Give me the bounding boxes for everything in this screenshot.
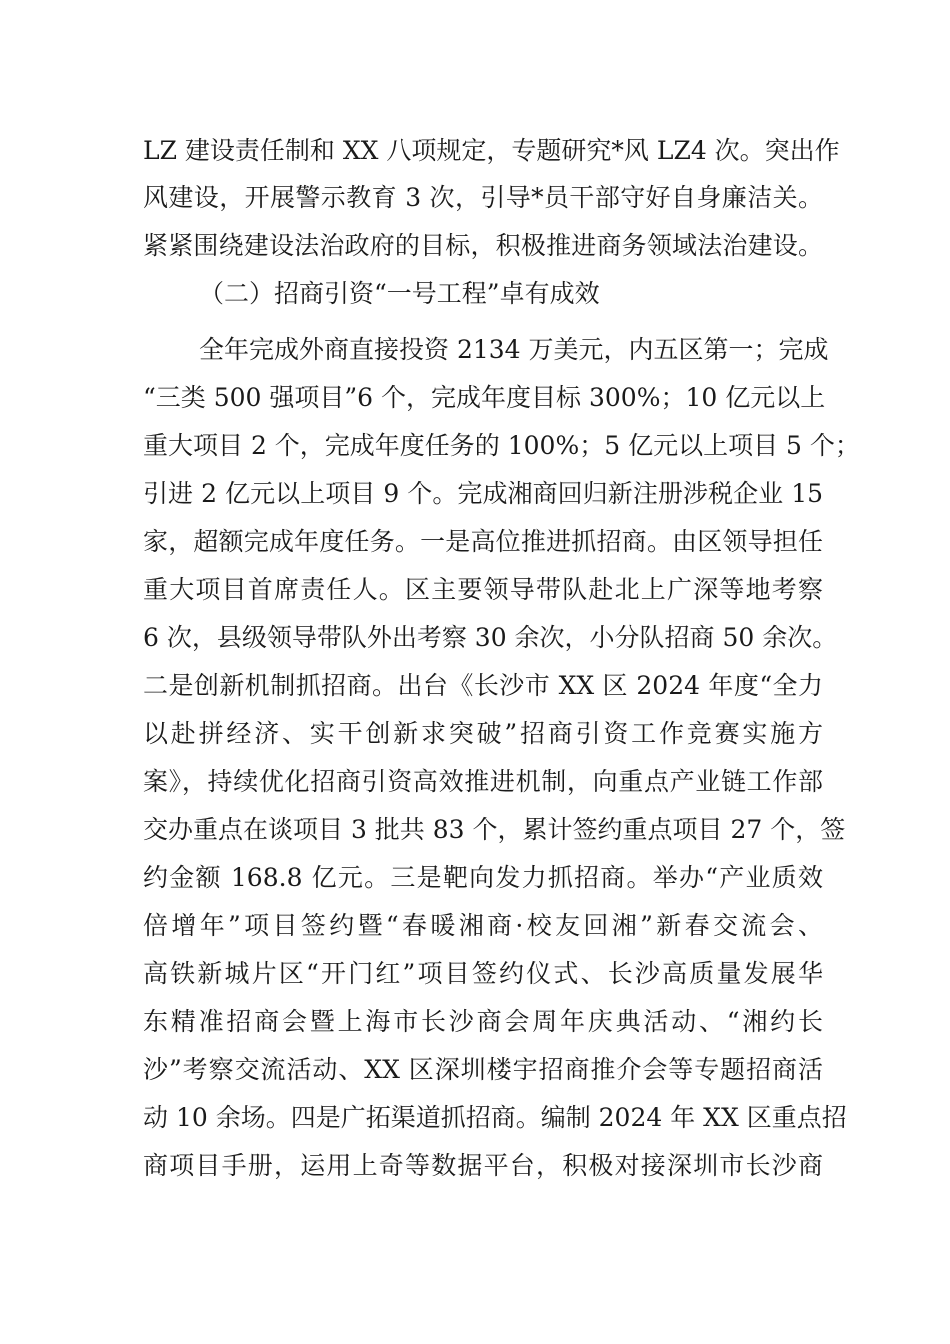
- paragraph-line-1: LZ 建设责任制和 XX 八项规定，专题研究*风 LZ4 次。突出作: [143, 136, 840, 165]
- paragraph-line-9: 家，超额完成年度任务。一是高位推进抓招商。由区领导担任: [143, 527, 823, 556]
- paragraph-line-11: 6 次，县级领导带队外出考察 30 余次，小分队招商 50 余次。: [143, 623, 838, 652]
- paragraph-line-15: 交办重点在谈项目 3 批共 83 个，累计签约重点项目 27 个，签: [143, 815, 846, 844]
- paragraph-line-13: 以赴拼经济、实干创新求突破”招商引资工作竞赛实施方: [143, 719, 823, 748]
- paragraph-line-2: 风建设，开展警示教育 3 次，引导*员干部守好自身廉洁关。: [143, 183, 823, 212]
- paragraph-line-18: 高铁新城片区“开门红”项目签约仪式、长沙高质量发展华: [143, 959, 823, 988]
- paragraph-line-20: 沙”考察交流活动、XX 区深圳楼宇招商推介会等专题招商活: [143, 1055, 823, 1084]
- paragraph-line-21: 动 10 余场。四是广拓渠道抓招商。编制 2024 年 XX 区重点招: [143, 1103, 847, 1132]
- paragraph-line-6: “三类 500 强项目”6 个，完成年度目标 300%；10 亿元以上: [143, 383, 826, 412]
- paragraph-line-7: 重大项目 2 个，完成年度任务的 100%；5 亿元以上项目 5 个；: [143, 431, 860, 460]
- paragraph-line-10: 重大项目首席责任人。区主要领导带队赴北上广深等地考察: [143, 575, 823, 604]
- paragraph-line-3: 紧紧围绕建设法治政府的目标，积极推进商务领域法治建设。: [143, 231, 823, 260]
- paragraph-line-17: 倍增年”项目签约暨“春暖湘商·校友回湘”新春交流会、: [143, 911, 823, 940]
- paragraph-line-8: 引进 2 亿元以上项目 9 个。完成湘商回归新注册涉税企业 15: [143, 479, 823, 508]
- paragraph-line-14: 案》，持续优化招商引资高效推进机制，向重点产业链工作部: [143, 767, 823, 796]
- section-heading: （二）招商引资“一号工程”卓有成效: [199, 279, 600, 308]
- paragraph-line-22: 商项目手册，运用上奇等数据平台，积极对接深圳市长沙商: [143, 1151, 823, 1180]
- paragraph-line-12: 二是创新机制抓招商。出台《长沙市 XX 区 2024 年度“全力: [143, 671, 823, 700]
- paragraph-line-5: 全年完成外商直接投资 2134 万美元，内五区第一；完成: [199, 335, 829, 364]
- paragraph-line-16: 约金额 168.8 亿元。三是靶向发力抓招商。举办“产业质效: [143, 863, 823, 892]
- paragraph-line-19: 东精准招商会暨上海市长沙商会周年庆典活动、“湘约长: [143, 1007, 823, 1036]
